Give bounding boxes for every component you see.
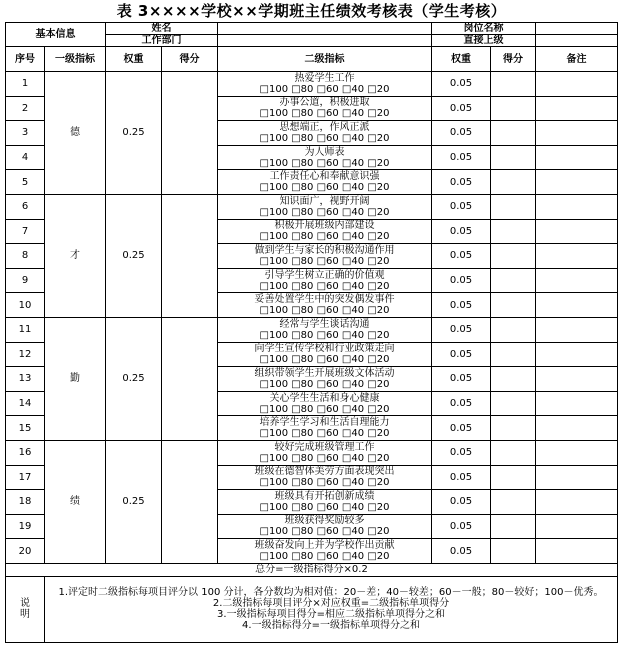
header-weight1: 权重 (106, 47, 162, 72)
criterion-row (6, 194, 618, 219)
score-options[interactable]: □100 □80 □60 □40 □20 (259, 132, 390, 144)
criterion-remark[interactable] (536, 367, 618, 392)
criterion-remark[interactable] (536, 268, 618, 293)
criterion-score[interactable] (491, 440, 536, 465)
criterion-weight: 0.05 (432, 342, 491, 367)
total-formula: 总分=一级指标得分×0.2 (6, 563, 618, 576)
criterion-text: 为人师表 (304, 146, 345, 158)
criterion-score[interactable] (491, 539, 536, 564)
criterion-cell (218, 342, 432, 367)
criterion-remark[interactable] (536, 96, 618, 121)
score-options[interactable]: □100 □80 □60 □40 □20 (259, 206, 390, 218)
category-weight: 0.25 (106, 317, 162, 440)
score-options[interactable]: □100 □80 □60 □40 □20 (259, 428, 390, 440)
header-row (6, 47, 618, 72)
category-weight: 0.25 (106, 440, 162, 563)
row-number: 5 (6, 170, 45, 195)
row-number: 8 (6, 244, 45, 269)
row-number: 18 (6, 490, 45, 515)
score-options[interactable]: □100 □80 □60 □40 □20 (259, 403, 390, 415)
criterion-cell (218, 317, 432, 342)
criterion-cell (218, 244, 432, 269)
criterion-cell (218, 440, 432, 465)
criterion-remark[interactable] (536, 416, 618, 441)
criterion-remark[interactable] (536, 194, 618, 219)
criterion-cell (218, 72, 432, 97)
criterion-weight: 0.05 (432, 465, 491, 490)
criterion-text: 向学生宣传学校和行业政策走向 (254, 343, 395, 355)
criterion-cell (218, 367, 432, 392)
criterion-weight: 0.05 (432, 440, 491, 465)
criterion-remark[interactable] (536, 539, 618, 564)
criterion-text: 班级在德智体美劳方面表现突出 (254, 466, 395, 478)
row-number: 17 (6, 465, 45, 490)
row-number: 9 (6, 268, 45, 293)
criterion-remark[interactable] (536, 391, 618, 416)
score-options[interactable]: □100 □80 □60 □40 □20 (259, 477, 390, 489)
criterion-remark[interactable] (536, 121, 618, 146)
criterion-weight: 0.05 (432, 514, 491, 539)
row-number: 2 (6, 96, 45, 121)
criterion-remark[interactable] (536, 145, 618, 170)
criterion-score[interactable] (491, 96, 536, 121)
score-options[interactable]: □100 □80 □60 □40 □20 (259, 329, 390, 341)
criterion-remark[interactable] (536, 317, 618, 342)
criterion-text: 工作责任心和奉献意识强 (269, 171, 380, 183)
criterion-text: 思想端正，作风正派 (279, 121, 370, 133)
criterion-score[interactable] (491, 342, 536, 367)
row-number: 15 (6, 416, 45, 441)
row-number: 14 (6, 391, 45, 416)
criterion-text: 知识面广，视野开阔 (279, 195, 370, 207)
category-name: 德 (45, 72, 106, 195)
evaluation-table (5, 22, 618, 643)
row-number: 4 (6, 145, 45, 170)
dept-label: 工作部门 (106, 35, 218, 47)
category-score[interactable] (162, 72, 218, 195)
criterion-weight: 0.05 (432, 170, 491, 195)
criterion-weight: 0.05 (432, 416, 491, 441)
criterion-weight: 0.05 (432, 539, 491, 564)
criterion-cell (218, 539, 432, 564)
criterion-score[interactable] (491, 317, 536, 342)
criterion-score[interactable] (491, 268, 536, 293)
criterion-score[interactable] (491, 293, 536, 318)
criterion-text: 妥善处置学生中的突发偶发事件 (254, 294, 395, 306)
category-score[interactable] (162, 317, 218, 440)
category-name: 绩 (45, 440, 106, 563)
criterion-score[interactable] (491, 244, 536, 269)
row-number: 1 (6, 72, 45, 97)
criterion-score[interactable] (491, 121, 536, 146)
total-row (6, 563, 618, 576)
criterion-text: 培养学生学习和生活自理能力 (259, 417, 390, 429)
criterion-weight: 0.05 (432, 145, 491, 170)
criterion-text: 关心学生生活和身心健康 (269, 392, 380, 404)
criterion-text: 较好完成班级管理工作 (274, 441, 375, 453)
criterion-cell (218, 121, 432, 146)
score-options[interactable]: □100 □80 □60 □40 □20 (259, 182, 390, 194)
criterion-score[interactable] (491, 490, 536, 515)
notes-row (6, 576, 618, 642)
score-options[interactable]: □100 □80 □60 □40 □20 (259, 452, 390, 464)
criterion-weight: 0.05 (432, 219, 491, 244)
criterion-weight: 0.05 (432, 490, 491, 515)
criterion-text: 引导学生树立正确的价值观 (264, 269, 385, 281)
criterion-cell (218, 170, 432, 195)
criterion-score[interactable] (491, 170, 536, 195)
score-options[interactable]: □100 □80 □60 □40 □20 (259, 108, 390, 120)
row-number: 20 (6, 539, 45, 564)
criterion-remark[interactable] (536, 342, 618, 367)
criterion-cell (218, 96, 432, 121)
header-score1: 得分 (162, 47, 218, 72)
header-level1: 一级指标 (45, 47, 106, 72)
criterion-weight: 0.05 (432, 391, 491, 416)
category-name: 才 (45, 194, 106, 317)
notes-label: 说明 (6, 576, 45, 642)
note-line: 4.一级指标得分=一级指标单项得分之和 (242, 620, 420, 632)
criterion-score[interactable] (491, 514, 536, 539)
note-line: 3.一级指标每项目得分=相应二级指标单项得分之和 (217, 609, 445, 621)
criterion-remark[interactable] (536, 72, 618, 97)
criterion-cell (218, 416, 432, 441)
header-remark: 备注 (536, 47, 618, 72)
criterion-remark[interactable] (536, 293, 618, 318)
row-number: 13 (6, 367, 45, 392)
note-line: 1.评定时二级指标每项目评分以 100 分计，各分数均为相对值：20－差；40－较差；60－一般；80－较好；100－优秀。 (58, 587, 604, 599)
criterion-score[interactable] (491, 391, 536, 416)
row-number: 19 (6, 514, 45, 539)
criterion-weight: 0.05 (432, 367, 491, 392)
name-label: 姓名 (106, 23, 218, 35)
criterion-score[interactable] (491, 219, 536, 244)
header-weight2: 权重 (432, 47, 491, 72)
criterion-remark[interactable] (536, 244, 618, 269)
category-name: 勤 (45, 317, 106, 440)
position-value[interactable] (536, 23, 618, 35)
criterion-score[interactable] (491, 416, 536, 441)
score-options[interactable]: □100 □80 □60 □40 □20 (259, 157, 390, 169)
criterion-weight: 0.05 (432, 244, 491, 269)
criterion-remark[interactable] (536, 219, 618, 244)
criterion-cell (218, 514, 432, 539)
criterion-weight: 0.05 (432, 268, 491, 293)
category-score[interactable] (162, 440, 218, 563)
basic-info-label: 基本信息 (6, 23, 106, 47)
criterion-cell (218, 145, 432, 170)
criterion-text: 热爱学生工作 (294, 72, 355, 84)
row-number: 11 (6, 317, 45, 342)
supervisor-label: 直接上级 (432, 35, 536, 47)
score-options[interactable]: □100 □80 □60 □40 □20 (259, 526, 390, 538)
criterion-weight: 0.05 (432, 317, 491, 342)
criterion-weight: 0.05 (432, 121, 491, 146)
criterion-text: 积极开展班级内部建设 (274, 220, 375, 232)
position-label: 岗位名称 (432, 23, 536, 35)
criterion-weight: 0.05 (432, 293, 491, 318)
criterion-cell (218, 465, 432, 490)
category-weight: 0.25 (106, 194, 162, 317)
criterion-text: 做到学生与家长的积极沟通作用 (254, 244, 395, 256)
criterion-row (6, 72, 618, 97)
criterion-remark[interactable] (536, 490, 618, 515)
score-options[interactable]: □100 □80 □60 □40 □20 (259, 231, 390, 243)
name-value[interactable] (218, 23, 432, 35)
criterion-remark[interactable] (536, 465, 618, 490)
criterion-text: 班级获得奖励较多 (284, 515, 365, 527)
score-options[interactable]: □100 □80 □60 □40 □20 (259, 378, 390, 390)
criterion-remark[interactable] (536, 440, 618, 465)
criterion-text: 组织带领学生开展班级文体活动 (254, 367, 395, 379)
criterion-text: 班级具有开拓创新成绩 (274, 490, 375, 502)
row-number: 7 (6, 219, 45, 244)
criterion-remark[interactable] (536, 514, 618, 539)
info-row-1 (6, 23, 618, 35)
score-options[interactable]: □100 □80 □60 □40 □20 (259, 551, 390, 563)
header-score2: 得分 (491, 47, 536, 72)
criterion-cell (218, 293, 432, 318)
criterion-weight: 0.05 (432, 72, 491, 97)
score-options[interactable]: □100 □80 □60 □40 □20 (259, 501, 390, 513)
criterion-score[interactable] (491, 367, 536, 392)
row-number: 10 (6, 293, 45, 318)
notes-content (45, 576, 618, 642)
score-options[interactable]: □100 □80 □60 □40 □20 (259, 280, 390, 292)
criterion-weight: 0.05 (432, 96, 491, 121)
criterion-row (6, 440, 618, 465)
header-level2: 二级指标 (218, 47, 432, 72)
criterion-text: 班级奋发向上并为学校作出贡献 (254, 540, 395, 552)
page-title: 表 3××××学校××学期班主任绩效考核表（学生考核） (116, 2, 507, 20)
header-seq: 序号 (6, 47, 45, 72)
row-number: 6 (6, 194, 45, 219)
score-options[interactable]: □100 □80 □60 □40 □20 (259, 305, 390, 317)
category-weight: 0.25 (106, 72, 162, 195)
note-line: 2.二级指标每项目评分×对应权重=二级指标单项得分 (212, 598, 450, 610)
criterion-score[interactable] (491, 194, 536, 219)
row-number: 12 (6, 342, 45, 367)
criterion-cell (218, 219, 432, 244)
score-options[interactable]: □100 □80 □60 □40 □20 (259, 354, 390, 366)
row-number: 3 (6, 121, 45, 146)
criterion-cell (218, 268, 432, 293)
criterion-score[interactable] (491, 72, 536, 97)
criterion-weight: 0.05 (432, 194, 491, 219)
dept-value[interactable] (218, 35, 432, 47)
score-options[interactable]: □100 □80 □60 □40 □20 (259, 255, 390, 267)
criterion-text: 经常与学生谈话沟通 (279, 318, 370, 330)
criterion-score[interactable] (491, 145, 536, 170)
criterion-cell (218, 391, 432, 416)
criterion-row (6, 317, 618, 342)
supervisor-value[interactable] (536, 35, 618, 47)
criterion-cell (218, 194, 432, 219)
category-score[interactable] (162, 194, 218, 317)
criterion-score[interactable] (491, 465, 536, 490)
criterion-cell (218, 490, 432, 515)
criterion-text: 办事公道，积极进取 (279, 97, 370, 109)
score-options[interactable]: □100 □80 □60 □40 □20 (259, 83, 390, 95)
criterion-remark[interactable] (536, 170, 618, 195)
row-number: 16 (6, 440, 45, 465)
